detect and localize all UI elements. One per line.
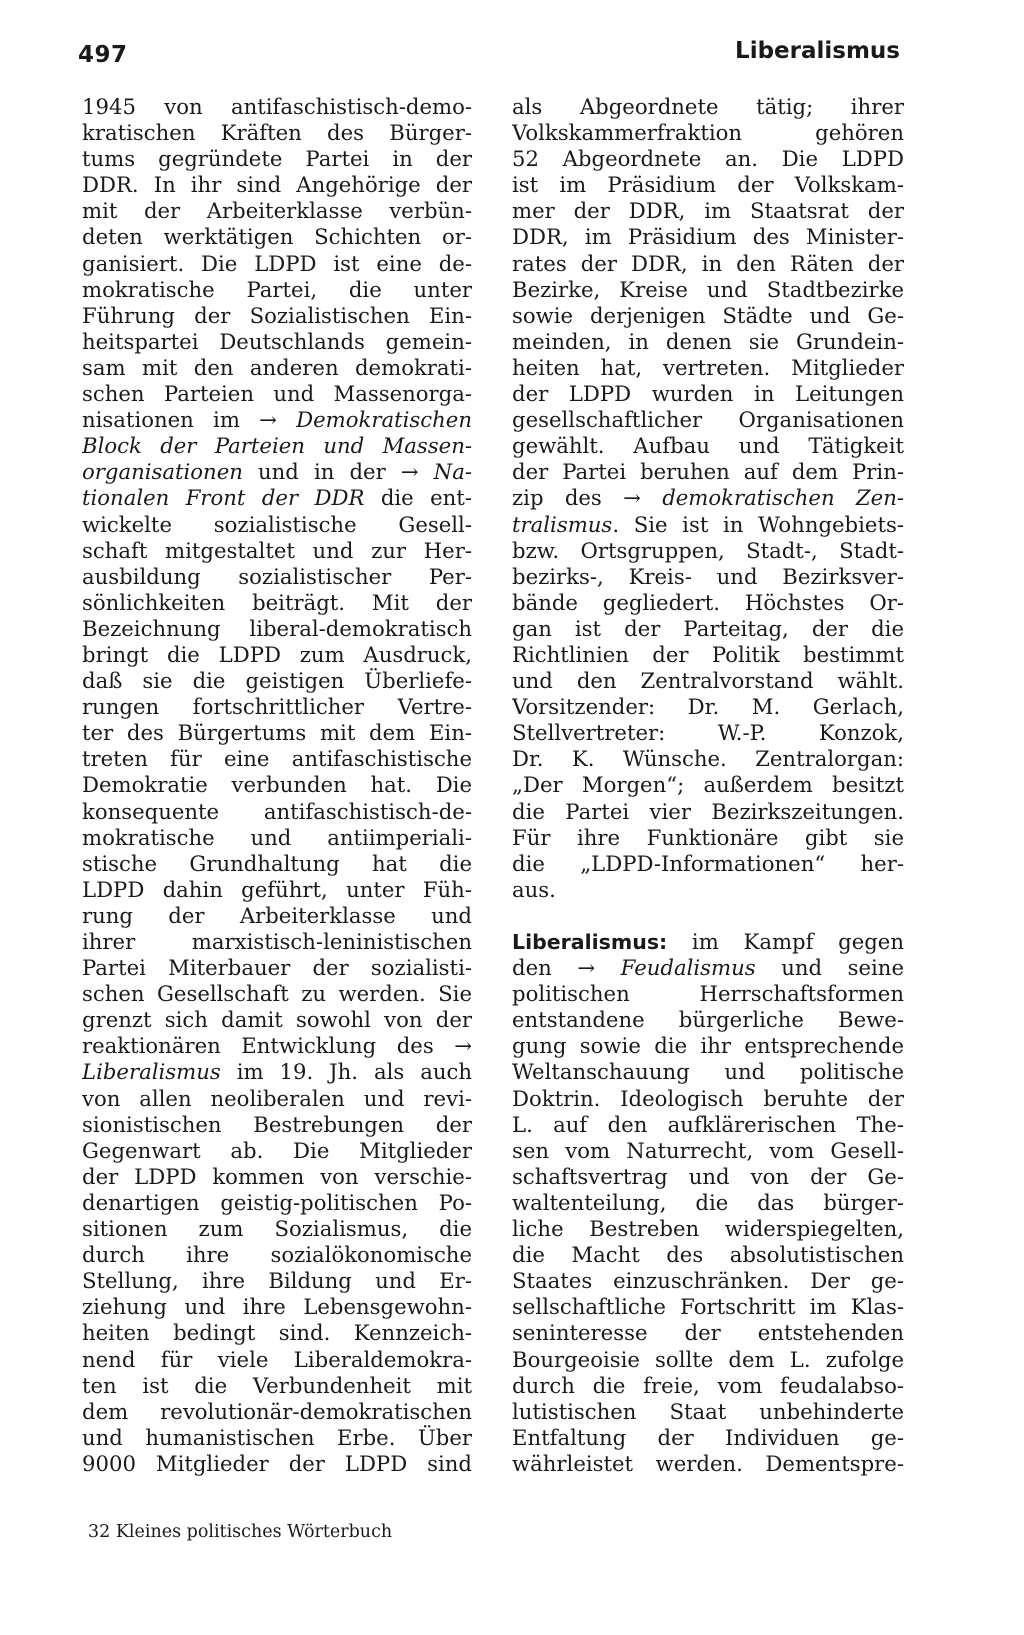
text-line: Volkskammerfraktion gehören bbox=[512, 120, 904, 146]
text-line: stische Grundhaltung hat die bbox=[82, 850, 472, 876]
text-line: rates der DDR, in den Räten der bbox=[512, 250, 904, 276]
text-line: 9000 Mitglieder der LDPD sind bbox=[82, 1450, 472, 1476]
text-line: Entfaltung der Individuen ge- bbox=[512, 1424, 904, 1450]
text-line: Block der Parteien und Massen- bbox=[82, 433, 472, 459]
text-line: Vorsitzender: Dr. M. Gerlach, bbox=[512, 694, 904, 720]
text-line: bzw. Ortsgruppen, Stadt-, Stadt- bbox=[512, 537, 904, 563]
text-line: Gegenwart ab. Die Mitglieder bbox=[82, 1137, 472, 1163]
text-line: Stellvertreter: W.-P. Konzok, bbox=[512, 720, 904, 746]
text-line: reaktionären Entwicklung des → bbox=[82, 1033, 472, 1059]
text-line: Bourgeoisie sollte dem L. zufolge bbox=[512, 1346, 904, 1372]
text-line: politischen Herrschaftsformen bbox=[512, 981, 904, 1007]
text-line: meinden, in denen sie Grundein- bbox=[512, 328, 904, 354]
text-line: ter des Bürgertums mit dem Ein- bbox=[82, 720, 472, 746]
text-line: schen Parteien und Massenorga- bbox=[82, 381, 472, 407]
text-line: denartigen geistig-politischen Po- bbox=[82, 1189, 472, 1215]
text-line: tralismus. Sie ist in Wohngebiets- bbox=[512, 511, 904, 537]
text-line: bezirks-, Kreis- und Bezirksver- bbox=[512, 563, 904, 589]
text-line: die „LDPD-Informationen“ her- bbox=[512, 850, 904, 876]
page-footer: 32 Kleines politisches Wörterbuch bbox=[88, 1522, 393, 1542]
text-line: durch die freie, vom feudalabso- bbox=[512, 1372, 904, 1398]
text-line: schaftsvertrag und von der Ge- bbox=[512, 1163, 904, 1189]
text-line: Für ihre Funktionäre gibt sie bbox=[512, 824, 904, 850]
text-line: bände gegliedert. Höchstes Or- bbox=[512, 589, 904, 615]
text-line: Staates einzuschränken. Der ge- bbox=[512, 1268, 904, 1294]
text-line: von allen neoliberalen und revi- bbox=[82, 1085, 472, 1111]
text-line: Stellung, ihre Bildung und Er- bbox=[82, 1268, 472, 1294]
paragraph-gap bbox=[512, 903, 904, 929]
text-line: rungen fortschrittlicher Vertre- bbox=[82, 694, 472, 720]
text-line: nend für viele Liberaldemokra- bbox=[82, 1346, 472, 1372]
text-line: tionalen Front der DDR die ent- bbox=[82, 485, 472, 511]
text-line: Doktrin. Ideologisch beruhte der bbox=[512, 1085, 904, 1111]
text-line: Führung der Sozialistischen Ein- bbox=[82, 302, 472, 328]
text-line: rung der Arbeiterklasse und bbox=[82, 902, 472, 928]
text-line: 52 Abgeordnete an. Die LDPD bbox=[512, 146, 904, 172]
text-line: lutistischen Staat unbehinderte bbox=[512, 1398, 904, 1424]
text-line: der Partei beruhen auf dem Prin- bbox=[512, 459, 904, 485]
text-line: ist im Präsidium der Volkskam- bbox=[512, 172, 904, 198]
text-line: ten ist die Verbundenheit mit bbox=[82, 1372, 472, 1398]
text-line: zip des → demokratischen Zen- bbox=[512, 485, 904, 511]
text-line: und den Zentralvorstand wählt. bbox=[512, 668, 904, 694]
text-line: mer der DDR, im Staatsrat der bbox=[512, 198, 904, 224]
text-line: DDR, im Präsidium des Minister- bbox=[512, 224, 904, 250]
text-line: organisationen und in der → Na- bbox=[82, 459, 472, 485]
text-line: durch ihre sozialökonomische bbox=[82, 1242, 472, 1268]
text-line: sellschaftliche Fortschritt im Klas- bbox=[512, 1294, 904, 1320]
text-line: L. auf den aufklärerischen The- bbox=[512, 1111, 904, 1137]
text-line: gesellschaftlicher Organisationen bbox=[512, 407, 904, 433]
text-line: grenzt sich damit sowohl von der bbox=[82, 1007, 472, 1033]
text-line: der LDPD wurden in Leitungen bbox=[512, 381, 904, 407]
text-line: LDPD dahin geführt, unter Füh- bbox=[82, 876, 472, 902]
text-line: heiten hat, vertreten. Mitglieder bbox=[512, 354, 904, 380]
text-line: treten für eine antifaschistische bbox=[82, 746, 472, 772]
text-line: mokratische Partei, die unter bbox=[82, 276, 472, 302]
page-number: 497 bbox=[78, 42, 128, 68]
text-line: mit der Arbeiterklasse verbün- bbox=[82, 198, 472, 224]
text-line: wickelte sozialistische Gesell- bbox=[82, 511, 472, 537]
text-line: Bezeichnung liberal-demokratisch bbox=[82, 615, 472, 641]
text-line: ziehung und ihre Lebensgewohn- bbox=[82, 1294, 472, 1320]
text-line: sönlichkeiten beiträgt. Mit der bbox=[82, 589, 472, 615]
text-line: kratischen Kräften des Bürger- bbox=[82, 120, 472, 146]
right-column bbox=[512, 94, 904, 1477]
text-line: die Partei vier Bezirkszeitungen. bbox=[512, 798, 904, 824]
text-line: bringt die LDPD zum Ausdruck, bbox=[82, 641, 472, 667]
text-line: 1945 von antifaschistisch-demo- bbox=[82, 94, 472, 119]
text-line: sen vom Naturrecht, vom Gesell- bbox=[512, 1137, 904, 1163]
text-line: heitspartei Deutschlands gemein- bbox=[82, 328, 472, 354]
text-line: schen Gesellschaft zu werden. Sie bbox=[82, 981, 472, 1007]
text-line: heiten bedingt sind. Kennzeich- bbox=[82, 1320, 472, 1346]
text-line: sam mit den anderen demokrati- bbox=[82, 354, 472, 380]
text-line: deten werktätigen Schichten or- bbox=[82, 224, 472, 250]
text-line: sionistischen Bestrebungen der bbox=[82, 1111, 472, 1137]
text-line: gewählt. Aufbau und Tätigkeit bbox=[512, 433, 904, 459]
text-line: währleistet werden. Dementspre- bbox=[512, 1450, 904, 1476]
text-line: sowie derjenigen Städte und Ge- bbox=[512, 302, 904, 328]
text-line: konsequente antifaschistisch-de- bbox=[82, 798, 472, 824]
entry-first-line bbox=[512, 929, 904, 955]
left-column bbox=[82, 94, 472, 1477]
text-line: und humanistischen Erbe. Über bbox=[82, 1424, 472, 1450]
text-line: der LDPD kommen von verschie- bbox=[82, 1163, 472, 1189]
text-line: als Abgeordnete tätig; ihrer bbox=[512, 94, 904, 119]
text-line: ausbildung sozialistischer Per- bbox=[82, 563, 472, 589]
text-line: schaft mitgestaltet und zur Her- bbox=[82, 537, 472, 563]
text-line: liche Bestreben widerspiegelten, bbox=[512, 1216, 904, 1242]
text-line: Weltanschauung und politische bbox=[512, 1059, 904, 1085]
text-line: nisationen im → Demokratischen bbox=[82, 407, 472, 433]
text-line: tums gegründete Partei in der bbox=[82, 146, 472, 172]
text-line: Richtlinien der Politik bestimmt bbox=[512, 641, 904, 667]
text-line: ganisiert. Die LDPD ist eine de- bbox=[82, 250, 472, 276]
text-line: Dr. K. Wünsche. Zentralorgan: bbox=[512, 746, 904, 772]
text-line: sitionen zum Sozialismus, die bbox=[82, 1216, 472, 1242]
text-line: mokratische und antiimperiali- bbox=[82, 824, 472, 850]
text-line: seninteresse der entstehenden bbox=[512, 1320, 904, 1346]
text-line: DDR. In ihr sind Angehörige der bbox=[82, 172, 472, 198]
text-line: waltenteilung, die das bürger- bbox=[512, 1189, 904, 1215]
text-line: Bezirke, Kreise und Stadtbezirke bbox=[512, 276, 904, 302]
text-line: aus. bbox=[512, 876, 556, 902]
text-line: gung sowie die ihr entsprechende bbox=[512, 1033, 904, 1059]
entry-headword: Liberalismus: bbox=[512, 930, 668, 954]
entry-first-line-text: im Kampf gegen bbox=[667, 929, 904, 954]
text-line: ihrer marxistisch-leninistischen bbox=[82, 929, 472, 954]
text-line: dem revolutionär-demokratischen bbox=[82, 1398, 472, 1424]
text-line: Liberalismus im 19. Jh. als auch bbox=[82, 1059, 472, 1085]
text-line: Demokratie verbunden hat. Die bbox=[82, 772, 472, 798]
text-line: daß sie die geistigen Überliefe- bbox=[82, 668, 472, 694]
text-line: die Macht des absolutistischen bbox=[512, 1242, 904, 1268]
text-line: „Der Morgen“; außerdem besitzt bbox=[512, 772, 904, 798]
text-line: Partei Miterbauer der sozialisti- bbox=[82, 955, 472, 981]
text-line: entstandene bürgerliche Bewe- bbox=[512, 1007, 904, 1033]
text-line: gan ist der Parteitag, der die bbox=[512, 615, 904, 641]
text-line: den → Feudalismus und seine bbox=[512, 955, 904, 981]
running-head: Liberalismus bbox=[735, 38, 900, 64]
